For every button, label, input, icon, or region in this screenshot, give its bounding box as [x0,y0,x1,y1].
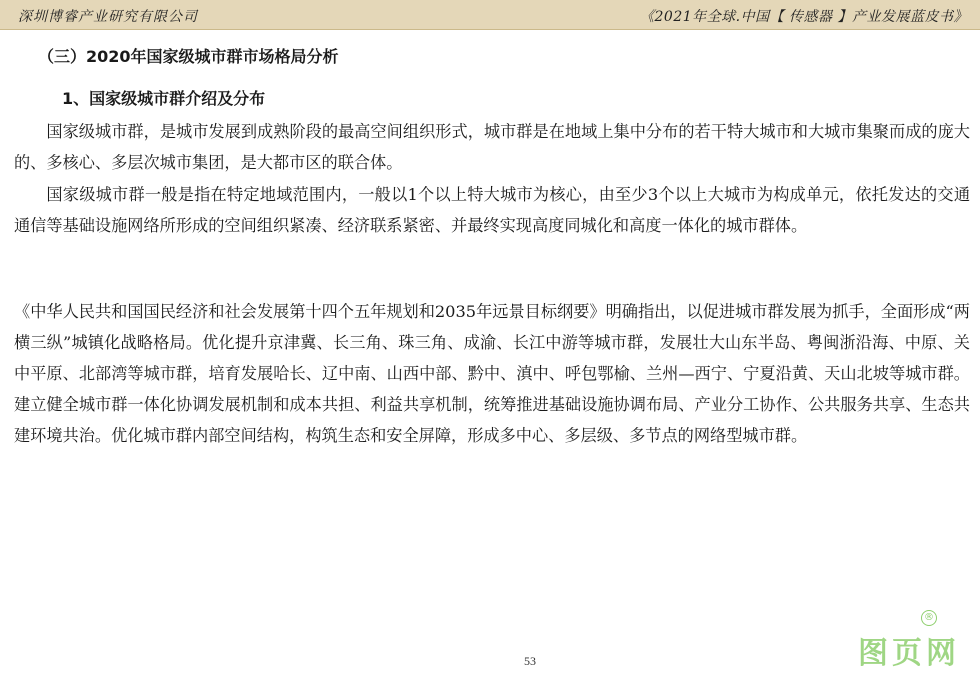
page-number: 53 [524,654,536,668]
paragraph-scope: 国家级城市群一般是指在特定地域范围内，一般以1个以上特大城市为核心，由至少3个以上大城市为构成单元，依托发达的交通通信等基础设施网络所形成的空间组织紧凑、经济联系紧密、并最终实现高度同城化和高度一体化的城市群体。 [14,185,970,235]
subsection-title: 1、国家级城市群介绍及分布 [62,89,266,108]
watermark-logo [858,612,970,671]
paragraph-definition: 国家级城市群，是城市发展到成熟阶段的最高空间组织形式，城市群是在地域上集中分布的若干特大城市和大城市集聚而成的庞大的、多核心、多层次城市集团，是大都市区的联合体。 [14,122,970,172]
header-company-name: 深圳博睿产业研究有限公司 [18,9,198,25]
watermark-text: 图页网 [858,636,960,671]
page-header [0,0,980,30]
paragraph-policy: 《中华人民共和国国民经济和社会发展第十四个五年规划和2035年远景目标纲要》明确指出，以促进城市群发展为抓手，全面形成“两横三纵”城镇化战略格局。优化提升京津冀、长三角、珠三角、成渝、长江中游等城市群，发展壮大山东半岛、粤闽浙沿海、中原、关中平原、北部湾等城市群，培育发展哈长、辽中南、山西中部、黔中、滇中、呼包鄂榆、兰州—西宁、宁夏沿黄、天山北坡等城市群。建立健全城市群一体化协调发展机制和成本共担、利益共享机制，统筹推进基础设施协调布局、产业分工协作、公共服务共享、生态共建环境共治。优化城市群内部空间结构，构筑生态和安全屏障，形成多中心、多层级、多节点的网络型城市群。 [14,302,970,445]
section-title: （三）2020年国家级城市群市场格局分析 [38,47,339,66]
header-document-title: 《2021年全球.中国【 传感器 】产业发展蓝皮书》 [640,9,968,25]
registered-mark-icon: ® [921,610,937,626]
